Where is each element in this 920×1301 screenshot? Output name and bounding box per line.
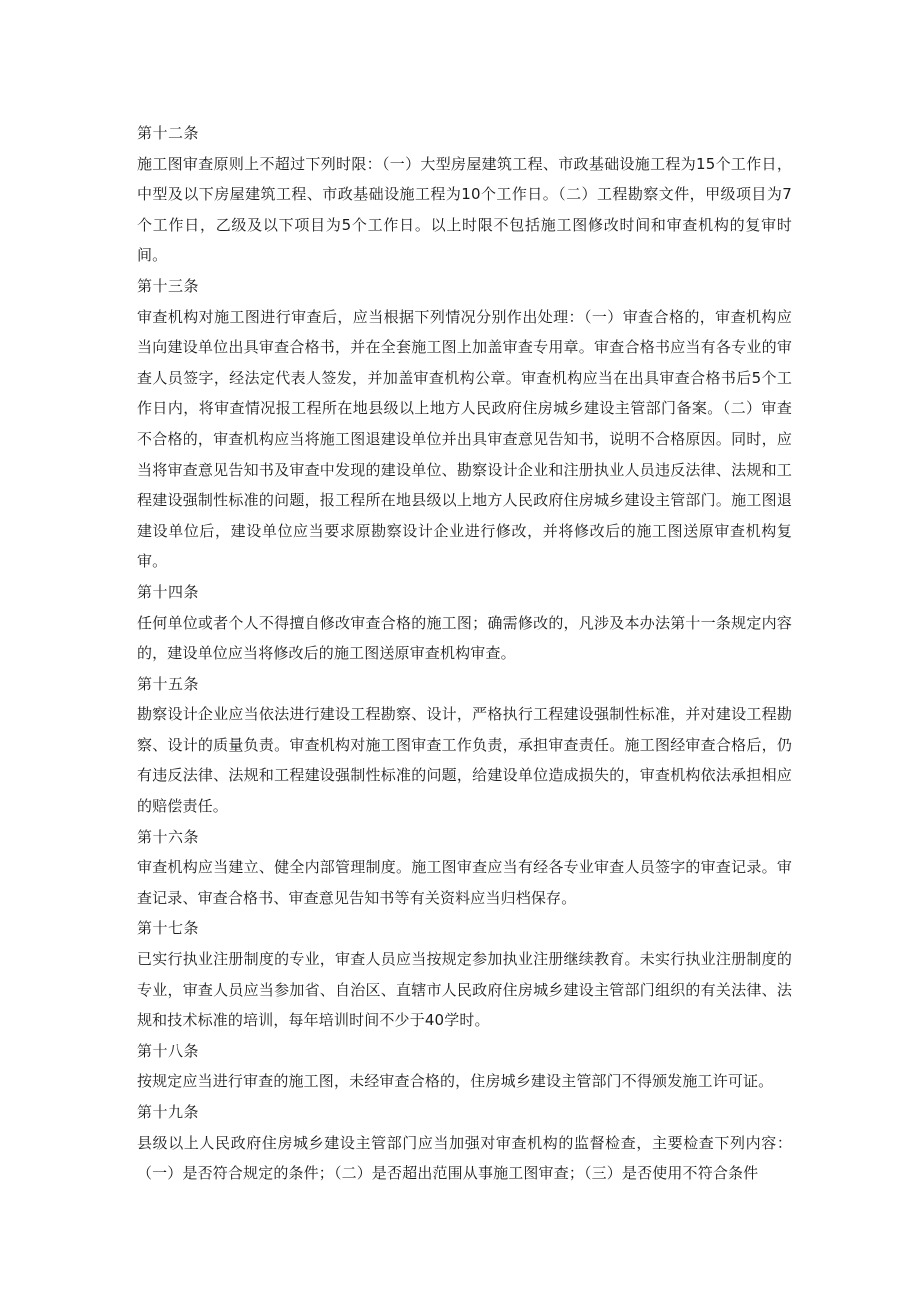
article-16-body: 审查机构应当建立、健全内部管理制度。施工图审查应当有经各专业审查人员签字的审查记录。审查记录、审查合格书、审查意见告知书等有关资料应当归档保存。: [137, 858, 792, 907]
article-14-body: 任何单位或者个人不得擅自修改审查合格的施工图；确需修改的，凡涉及本办法第十一条规定内容的，建设单位应当将修改后的施工图送原审查机构审查。: [137, 613, 792, 663]
article-18-heading: 第十八条: [137, 1041, 200, 1060]
article-12-body: 施工图审查原则上不超过下列时限：（一）大型房屋建筑工程、市政基础设施工程为15个工作日，中型及以下房屋建筑工程、市政基础设施工程为10个工作日。（二）工程勘察文件，甲级项目为7个工作日，乙级及以下项目为5个工作日。以上时限不包括施工图修改时间和审查机构的复审时间。: [137, 154, 792, 265]
article-17-heading: 第十七条: [137, 919, 200, 938]
article-13-heading: 第十三条: [137, 276, 200, 295]
article-18-body: 按规定应当进行审查的施工图，未经审查合格的，住房城乡建设主管部门不得颁发施工许可证。: [137, 1072, 774, 1091]
article-12-heading: 第十二条: [137, 124, 200, 142]
article-17-body: 已实行执业注册制度的专业，审查人员应当按规定参加执业注册继续教育。未实行执业注册制度的专业，审查人员应当参加省、自治区、直辖市人民政府住房城乡建设主管部门组织的有关法律、法规和技术标准的培训，每年培训时间不少于40学时。: [137, 950, 792, 1030]
article-19-heading: 第十九条: [137, 1103, 200, 1121]
article-19-body: 县级以上人民政府住房城乡建设主管部门应当加强对审查机构的监督检查，主要检查下列内容：（一）是否符合规定的条件；（二）是否超出范围从事施工图审查；（三）是否使用不符合条件: [137, 1133, 792, 1183]
article-15-body: 勘察设计企业应当依法进行建设工程勘察、设计，严格执行工程建设强制性标准，并对建设工程勘察、设计的质量负责。审查机构对施工图审查工作负责，承担审查责任。施工图经审查合格后，仍有违反法律、法规和工程建设强制性标准的问题，给建设单位造成损失的，审查机构依法承担相应的赔偿责任。: [137, 705, 792, 816]
article-15-heading: 第十五条: [137, 674, 200, 693]
article-14-heading: 第十四条: [137, 582, 200, 601]
article-16-heading: 第十六条: [137, 827, 200, 846]
article-13-body: 审查机构对施工图进行审查后，应当根据下列情况分别作出处理：（一）审查合格的，审查机构应当向建设单位出具审查合格书，并在全套施工图上加盖审查专用章。审查合格书应当有各专业的审查人员签字，经法定代表人签发，并加盖审查机构公章。审查机构应当在出具审查合格书后5个工作日内，将审查情况报工程所在地县级以上地方人民政府住房城乡建设主管部门备案。（二）审查不合格的，审查机构应当将施工图退建设单位并出具审查意见告知书，说明不合格原因。同时，应当将审查意见告知书及审查中发现的建设单位、勘察设计企业和注册执业人员违反法律、法规和工程建设强制性标准的问题，报工程所在地县级以上地方人民政府住房城乡建设主管部门。施工图退建设单位后，建设单位应当要求原勘察设计企业进行修改，并将修改后的施工图送原审查机构复审。: [137, 307, 792, 571]
